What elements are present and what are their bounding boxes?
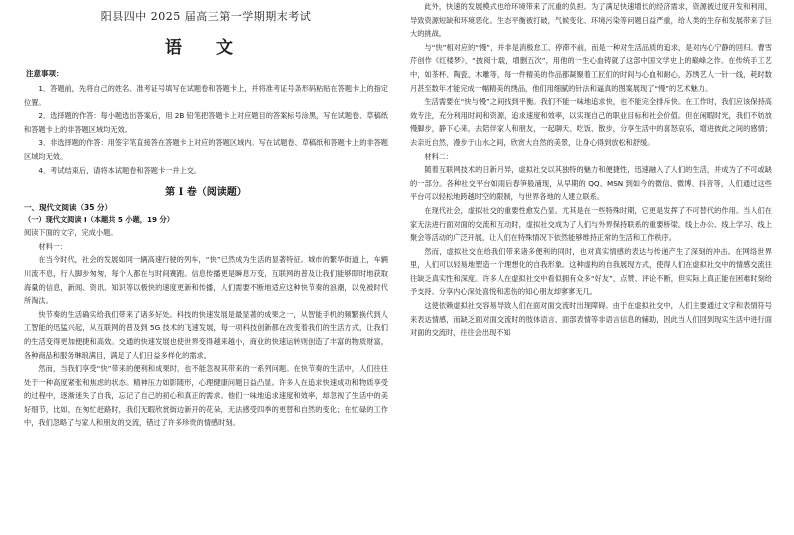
passage-paragraph: 在现代社会，虚拟社交的重要性愈发凸显。尤其是在一些特殊时期，它更是发挥了不可替代的作用。当人们在家无法进行面对面的交流和互动时，虚拟社交成为了人们与外界保持联系的重要桥梁。线上办公、线上学习、线上聚会等活动的广泛开展，让人们在特殊情况下依然能够维持正常的生活和工作秩序。 (410, 205, 772, 243)
notice-item: 1．答题前，先将自己的姓名、准考证号填写在试题卷和答题卡上，并将准考证号条形码粘贴在答题卡上的指定位置。 (24, 84, 388, 107)
subject-title: 语 文 (165, 38, 247, 58)
passage-paragraph: 快节奏的生活确实给我们带来了诸多好处。科技的快速发展是最显著的成果之一，从智能手机的频繁换代到人工智能的迅猛兴起，从互联网的普及到 5G 技术的飞速发展，每一项科技创新都在改变着我们的生活方式，让我们的生活变得更加便捷和高效。交通的快速发展也使世界变得越来越小，商业的快速运转则创造了丰富的物质财富，各种商品和服务琳琅满目，满足了人们日益多样化的需求。 (24, 309, 388, 360)
part-title: 第 I 卷（阅读题） (165, 187, 247, 199)
passage-paragraph: 与“快”相对应的“慢”，并非是消极怠工、停滞不前，而是一种对生活品质的追求，是对内心宁静的回归。曹雪芹创作《红楼梦》，“披阅十载，增删五次”，用他的一生心血铸就了这部中国文学史上的巅峰之作。在传统手工艺中，如茶杯、陶瓷、木雕等，每一件精美的作品都凝聚着工匠们的时间与心血和耐心，苏绣艺人一针一线，耗时数月甚至数年才能完成一幅精美的绣品，他们用细腻的针法和逼真的图案展现了“慢”的艺术魅力。 (410, 42, 772, 93)
notice-item: 2．选择题的作答：每小题选出答案后，用 2B 铅笔把答题卡上对应题目的答案标号涂黑，写在试题卷、草稿纸和答题卡上的非答题区域均无效。 (24, 111, 388, 134)
passage-paragraph: 然而，虚拟社交在给我们带来诸多便利的同时，也对真实情感的表达与传递产生了深刻的冲击。在网络世界里，人们可以轻易地塑造一个理想化的自我形象。这种虚构的自我展现方式，使得人们在虚拟社交中的情感交流往往缺乏真实性和深度。许多人在虚拟社交中看似拥有众多“好友”，点赞、评论不断，但实际上真正能在困难时刻给予支持、分享内心深处喜悦和悲伤的知心朋友却寥寥无几。 (410, 246, 772, 297)
material-label: 材料二： (424, 151, 454, 161)
subsection-heading: （一）现代文阅读 I（本题共 5 小题，19 分） (24, 215, 174, 225)
notice-item: 4．考试结束后，请将本试题卷和答题卡一并上交。 (38, 165, 202, 175)
passage-paragraph: 此外，快速的发展模式也给环境带来了沉重的负担。为了满足快速增长的经济需求，资源被过度开发和利用，导致资源短缺和环境恶化。生态平衡被打破，气候变化、环境污染等问题日益严重，给人类的生存和发展带来了巨大的挑战。 (410, 2, 772, 39)
right-column (410, 0, 772, 535)
passage-paragraph: 随着互联网技术的日新月异，虚拟社交以其独特的魅力和便捷性，迅速融入了人们的生活，并成为了不可或缺的一部分。各种社交平台如雨后春笋般涌现，从早期的 QQ、MSN 到如今的微信、微博、抖音等，人们通过这些平台可以轻松地跨越时空的限制，与世界各地的人建立联系。 (410, 165, 772, 202)
exam-title: 阳县四中 2025 届高三第一学期期末考试 (100, 10, 312, 23)
notice-item: 3．非选择题的作答：用签字笔直接答在答题卡上对应的答题区域内。写在试题卷、草稿纸和答题卡上的非答题区域均无效。 (24, 138, 388, 161)
material-label: 材料一： (38, 241, 68, 251)
passage-paragraph: 在当今时代，社会的发展如同一辆高速行驶的列车，“快”已然成为生活的显著特征。城市的繁华街道上，车辆川流不息，行人脚步匆匆，每个人都在与时间赛跑。信息传播更是瞬息万变，互联网的普及让我们能够即时地获取海量的信息，新闻、资讯、知识等以极快的速度更新和传播，人们需要不断地适应这种快节奏的浪潮，以免被时代所淘汰。 (24, 255, 388, 306)
reading-instruction: 阅读下面的文字，完成小题。 (24, 228, 118, 238)
passage-paragraph: 生活需要在“快与慢”之间找到平衡。我们不能一味地追求快，也不能完全排斥快。在工作时，我们应该保持高效专注，充分利用时间和资源，追求速度和效率，以实现自己的职业目标和社会价值。但在闲暇时光，我们不妨放慢脚步，静下心来，去陪伴家人和朋友，一起聊天、吃饭、散步，分享生活中的喜怒哀乐，增进彼此之间的感情；去亲近自然，漫步于山水之间，欣赏大自然的美景，让身心得到放松和舒缓。 (410, 97, 772, 147)
section-heading: 一、现代文阅读（35 分） (24, 203, 113, 213)
passage-paragraph: 这使依赖虚拟社交容易导致人们在面对面交流时出现障碍。由于在虚拟社交中，人们主要通过文字和表情符号来表达情感，而缺乏面对面交流时的肢体语言、面部表情等非语言信息的辅助，因此当人们回到现实生活中进行面对面的交流时，往往会出现不知 (410, 301, 772, 338)
notice-heading: 注意事项： (26, 69, 64, 78)
passage-paragraph: 然而，当我们享受“快”带来的便利和成果时，也不能忽视其带来的一系列问题。在快节奏的生活中，人们往往处于一种高度紧张和焦虑的状态。精神压力如影随形，心理健康问题日益凸显。许多人在追求快速成功和物质享受的过程中，逐渐迷失了自我，忘记了自己的初心和真正的需求。他们一味地追求速度和效率，却忽视了生活中的美好细节，比如，在匆忙赶路时，我们无暇欣赏街边新开的花朵，无法感受四季的更替和自然的变化；在忙碌的工作中，我们忽略了与家人和朋友的交流，错过了许多珍贵的情感时刻。 (24, 364, 388, 428)
left-column (24, 0, 388, 535)
